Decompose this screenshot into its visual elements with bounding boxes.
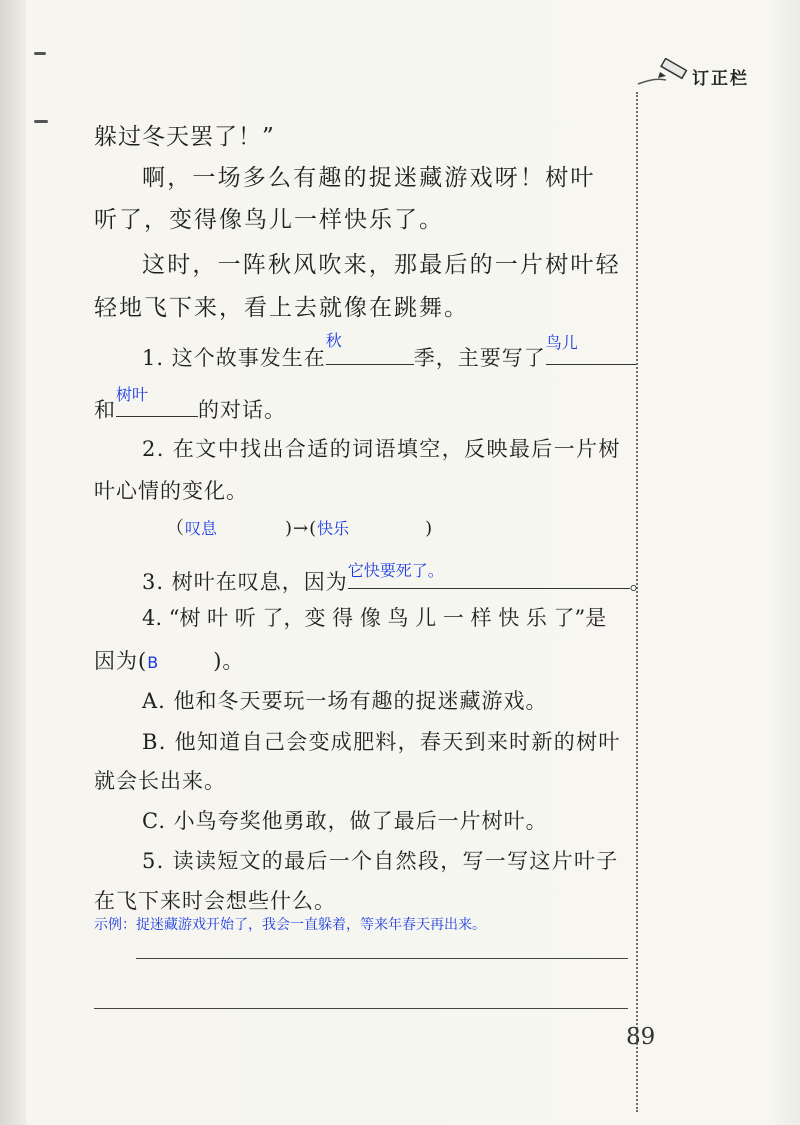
question-2: 2. 在文中找出合适的词语填空，反映最后一片树 <box>142 437 621 461</box>
question-text: 的对话。 <box>198 398 286 422</box>
question-5-continued: 在飞下来时会想些什么。 <box>94 889 336 913</box>
scan-speck <box>34 52 46 55</box>
bracket-close: ) <box>425 518 434 539</box>
story-line: 轻地飞下来，看上去就像在跳舞。 <box>94 295 469 321</box>
handwritten-answer: 秋 <box>325 331 342 350</box>
question-text: 季，主要写了 <box>413 346 546 370</box>
story-line: 躲过冬天罢了！” <box>94 124 275 150</box>
writing-line[interactable] <box>94 1008 628 1009</box>
story-line: 啊，一场多么有趣的捉迷藏游戏呀！树叶 <box>142 165 596 191</box>
option-b: B. 他知道自己会变成肥料，春天到来时新的树叶 <box>142 730 621 754</box>
bracket-open: （ <box>166 518 185 539</box>
handwritten-answer: 鸟儿 <box>545 333 578 352</box>
question-4-continued <box>94 646 244 678</box>
handwritten-answer[interactable]: 叹息 <box>185 519 218 538</box>
answer-blank-reason[interactable] <box>347 561 630 589</box>
corrections-label: 订正栏 <box>692 69 749 89</box>
question-text: 和 <box>94 398 116 422</box>
margin-dotted-rule <box>636 92 638 1112</box>
corrections-column-header <box>630 56 770 96</box>
question-text: 因为( <box>94 649 148 673</box>
writing-line[interactable] <box>136 958 628 959</box>
handwritten-answer[interactable]: 快乐 <box>317 519 350 538</box>
question-text: 。 <box>629 570 652 594</box>
handwritten-answer: 它快要死了。 <box>347 561 444 580</box>
handwritten-answer: 树叶 <box>116 385 149 404</box>
arrow-icon: )→( <box>285 518 318 539</box>
question-text: 3. 树叶在叹息，因为 <box>142 570 348 594</box>
answer-blank-character1[interactable] <box>545 333 636 365</box>
option-c: C. 小鸟夸奖他勇敢，做了最后一片树叶。 <box>142 809 548 833</box>
question-5: 5. 读读短文的最后一个自然段，写一写这片叶子 <box>142 849 619 873</box>
question-2-continued: 叶心情的变化。 <box>94 479 248 503</box>
question-2-answers <box>166 514 433 544</box>
question-4: 4. “树 叶 听 了，变 得 像 鸟 儿 一 样 快 乐 了”是 <box>142 606 607 630</box>
scan-speck <box>34 120 48 123</box>
question-text: 1. 这个故事发生在 <box>142 346 326 370</box>
question-text: )。 <box>213 649 245 673</box>
option-a: A. 他和冬天要玩一场有趣的捉迷藏游戏。 <box>142 689 548 713</box>
pencil-icon <box>636 58 692 90</box>
handwritten-answer[interactable]: B <box>147 653 159 672</box>
story-line: 听了，变得像鸟儿一样快乐了。 <box>94 207 444 233</box>
story-line: 这时，一阵秋风吹来，那最后的一片树叶轻 <box>142 252 621 278</box>
question-1-continued <box>94 385 286 425</box>
option-b-continued: 就会长出来。 <box>94 769 226 793</box>
answer-blank-character2[interactable] <box>116 385 198 417</box>
answer-blank-season[interactable] <box>325 331 414 365</box>
question-1 <box>142 331 636 373</box>
handwritten-answer[interactable]: 示例：捉迷藏游戏开始了，我会一直躲着，等来年春天再出来。 <box>94 917 486 933</box>
scan-edge <box>0 0 26 1125</box>
page-number: 89 <box>626 1024 656 1050</box>
question-3 <box>142 561 652 597</box>
